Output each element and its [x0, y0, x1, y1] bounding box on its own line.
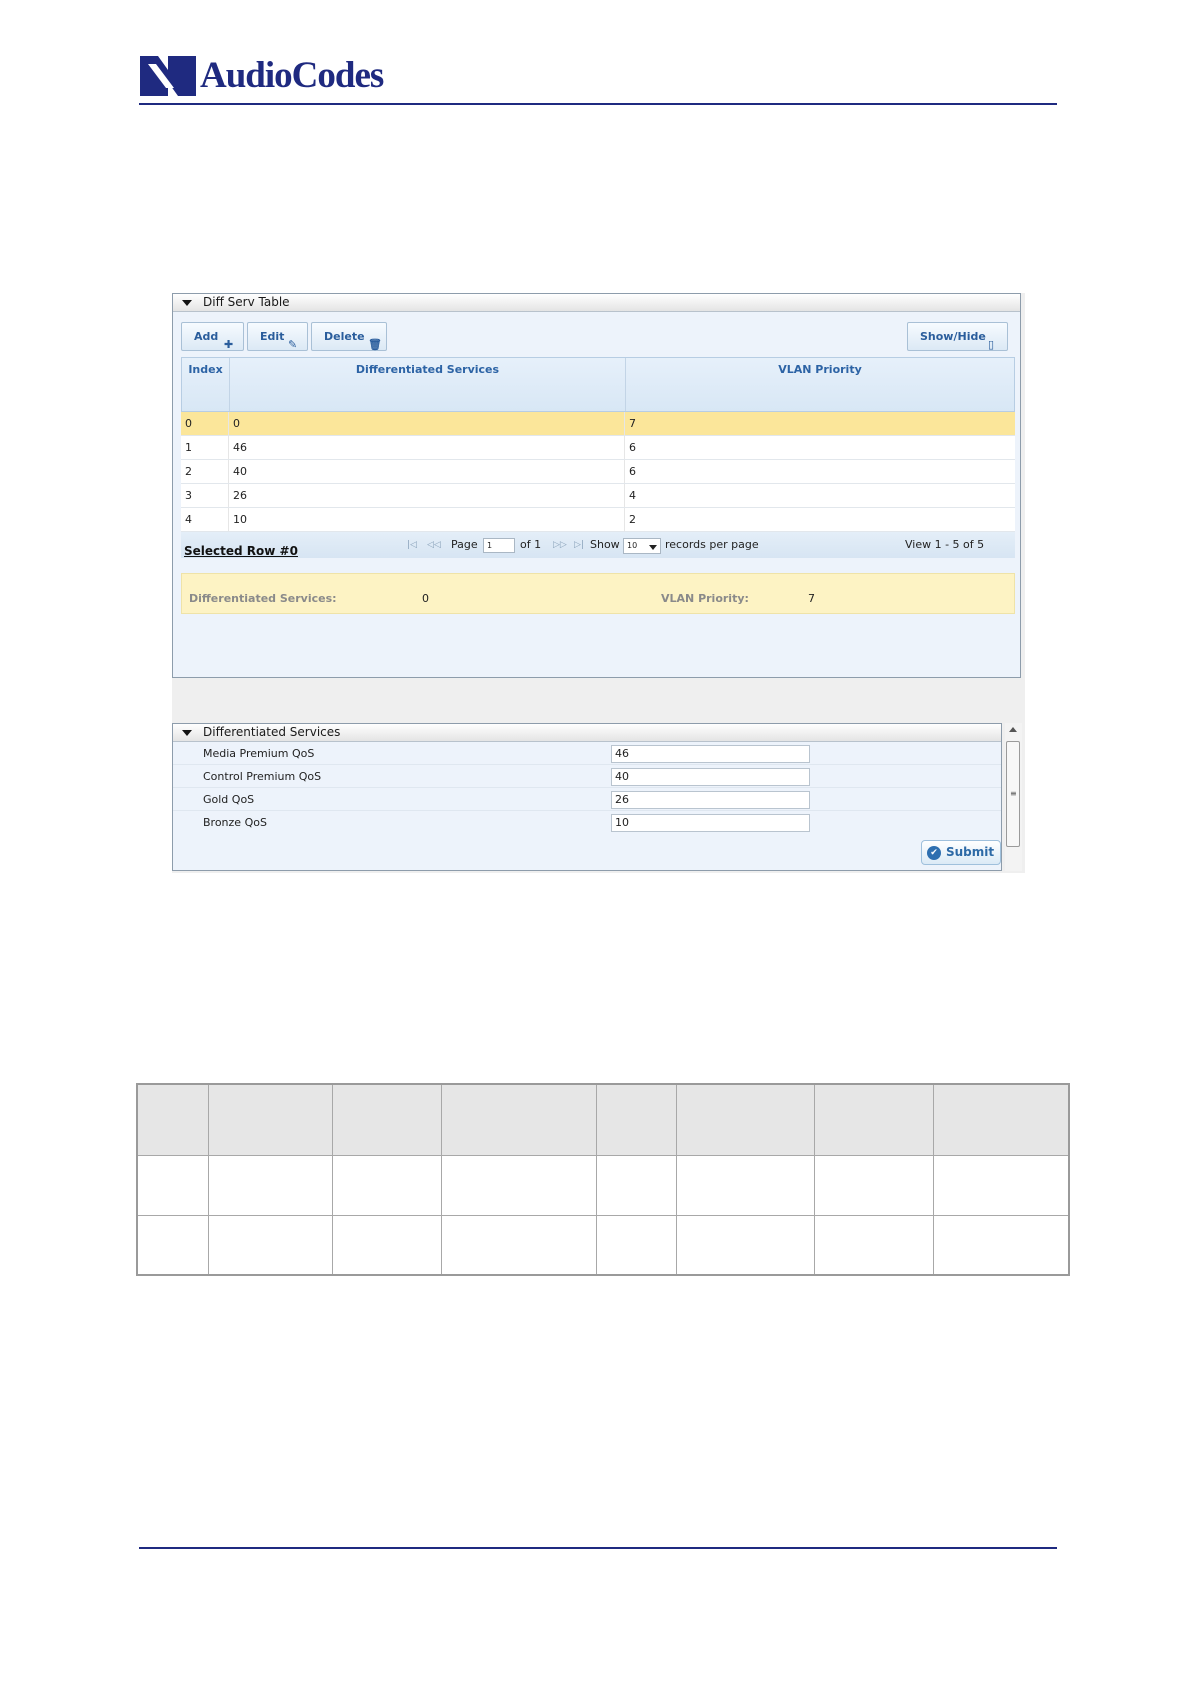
table-cell: [209, 1215, 333, 1275]
diff-serv-table-panel: [172, 293, 1021, 678]
column-header-differentiated-services[interactable]: Differentiated Services: [230, 358, 626, 411]
cell-index: 3: [181, 484, 229, 507]
table-row[interactable]: [181, 412, 1015, 436]
differentiated-services-panel: [172, 723, 1002, 871]
table-cell: [597, 1215, 677, 1275]
chevron-down-icon: [649, 545, 657, 550]
delete-button[interactable]: [311, 322, 387, 351]
grid-header: [181, 357, 1015, 412]
page-of-label: of 1: [520, 538, 542, 551]
cell-differentiated-services: 10: [229, 508, 625, 531]
table-cell: [209, 1155, 333, 1215]
pager-bar: [181, 532, 1015, 558]
cell-index: 1: [181, 436, 229, 459]
table-cell: [815, 1215, 934, 1275]
collapse-caret-icon[interactable]: [182, 730, 192, 736]
selected-row-title[interactable]: Selected Row #0: [184, 544, 298, 558]
records-per-page-select[interactable]: [623, 538, 661, 554]
table-cell: [441, 1155, 597, 1215]
table-cell: [333, 1155, 442, 1215]
table-cell: [677, 1084, 815, 1155]
table-cell: [677, 1215, 815, 1275]
bronze-qos-input[interactable]: 10: [611, 814, 810, 832]
field-label: Gold QoS: [203, 793, 255, 806]
vertical-scrollbar[interactable]: [1005, 723, 1022, 871]
table-cell: [677, 1155, 815, 1215]
prev-page-icon[interactable]: ◁◁: [427, 540, 441, 550]
table-cell: [137, 1084, 209, 1155]
cell-index: 4: [181, 508, 229, 531]
table-cell: [815, 1155, 934, 1215]
panel-title: Diff Serv Table: [203, 295, 290, 309]
last-page-icon[interactable]: ▷|: [574, 540, 584, 550]
edit-button[interactable]: [247, 322, 308, 351]
show-label: Show: [590, 538, 620, 551]
page-label: Page: [451, 538, 478, 551]
cell-vlan-priority: 6: [629, 441, 636, 454]
table-cell: [815, 1084, 934, 1155]
plus-icon: ✚: [224, 338, 234, 351]
cell-differentiated-services: 26: [229, 484, 625, 507]
trash-icon: 🗑: [368, 338, 382, 351]
table-row[interactable]: [181, 508, 1015, 532]
detail-vlan-priority-label: VLAN Priority:: [661, 592, 749, 605]
panel-header[interactable]: [173, 724, 1001, 742]
scroll-up-arrow-icon[interactable]: [1009, 727, 1017, 732]
logo-text: AudioCodes: [200, 55, 384, 96]
panel-title: Differentiated Services: [203, 725, 341, 739]
submit-button[interactable]: [921, 840, 1001, 865]
table-row[interactable]: [181, 460, 1015, 484]
detail-differentiated-services-label: Differentiated Services:: [189, 592, 337, 605]
next-page-icon[interactable]: ▷▷: [553, 540, 567, 550]
control-premium-qos-input[interactable]: 40: [611, 768, 810, 786]
table-row[interactable]: [181, 436, 1015, 460]
cell-differentiated-services: 46: [229, 436, 625, 459]
form-row-media-premium-qos: [173, 743, 1001, 765]
audiocodes-logo: [140, 54, 400, 98]
table-cell: [137, 1215, 209, 1275]
show-hide-button[interactable]: [907, 322, 1008, 351]
field-label: Media Premium QoS: [203, 747, 315, 760]
scrollbar-thumb[interactable]: [1006, 741, 1020, 847]
table-cell: [597, 1084, 677, 1155]
field-label: Bronze QoS: [203, 816, 267, 829]
grip-icon: ≡: [1010, 789, 1017, 798]
media-premium-qos-input[interactable]: 46: [611, 745, 810, 763]
document-icon: ▯: [988, 338, 995, 351]
collapse-caret-icon[interactable]: [182, 300, 192, 306]
page-number-input[interactable]: 1: [483, 538, 515, 553]
submit-button-label: Submit: [946, 845, 995, 859]
records-per-page-label: records per page: [665, 538, 759, 551]
table-row[interactable]: [181, 484, 1015, 508]
detail-differentiated-services-value: 0: [422, 592, 429, 605]
detail-vlan-priority-value: 7: [808, 592, 815, 605]
table-cell: [933, 1084, 1069, 1155]
column-header-index[interactable]: Index: [182, 358, 230, 411]
form-row-gold-qos: [173, 789, 1001, 811]
table-header-row: [137, 1084, 1069, 1155]
form-row-control-premium-qos: [173, 766, 1001, 788]
table-cell: [333, 1215, 442, 1275]
check-circle-icon: ✔: [927, 846, 941, 860]
edit-button-label: Edit: [260, 330, 285, 343]
cell-vlan-priority: 7: [629, 417, 636, 430]
diff-serv-grid: [181, 357, 1015, 595]
table-cell: [441, 1215, 597, 1275]
table-row: [137, 1215, 1069, 1275]
table-cell: [933, 1215, 1069, 1275]
document-table: [136, 1083, 1070, 1276]
table-cell: [933, 1155, 1069, 1215]
cell-vlan-priority: 4: [629, 489, 636, 502]
gold-qos-input[interactable]: 26: [611, 791, 810, 809]
cell-index: 2: [181, 460, 229, 483]
add-button-label: Add: [194, 330, 219, 343]
delete-button-label: Delete: [324, 330, 365, 343]
footer-rule: [139, 1547, 1057, 1549]
table-cell: [209, 1084, 333, 1155]
table-cell: [597, 1155, 677, 1215]
cell-vlan-priority: 6: [629, 465, 636, 478]
table-row: [137, 1155, 1069, 1215]
audiocodes-logo-mark-icon: [140, 56, 196, 96]
panel-header[interactable]: [173, 294, 1020, 312]
form-row-bronze-qos: [173, 812, 1001, 834]
selected-row-details: [181, 573, 1015, 614]
show-hide-button-label: Show/Hide: [920, 330, 986, 343]
add-button[interactable]: [181, 322, 244, 351]
first-page-icon[interactable]: |◁: [407, 540, 417, 550]
cell-vlan-priority: 2: [629, 513, 636, 526]
cell-differentiated-services: 40: [229, 460, 625, 483]
web-ui-screenshot: [172, 293, 1025, 873]
view-summary: View 1 - 5 of 5: [905, 538, 985, 551]
table-cell: [137, 1155, 209, 1215]
cell-index: 0: [181, 412, 229, 435]
table-cell: [333, 1084, 442, 1155]
cell-differentiated-services: 0: [229, 412, 625, 435]
records-per-page-value: 10: [627, 541, 638, 550]
table-cell: [441, 1084, 597, 1155]
column-header-vlan-priority[interactable]: VLAN Priority: [778, 363, 862, 376]
header-rule: [139, 103, 1057, 105]
pencil-icon: ✎: [288, 338, 298, 351]
field-label: Control Premium QoS: [203, 770, 322, 783]
